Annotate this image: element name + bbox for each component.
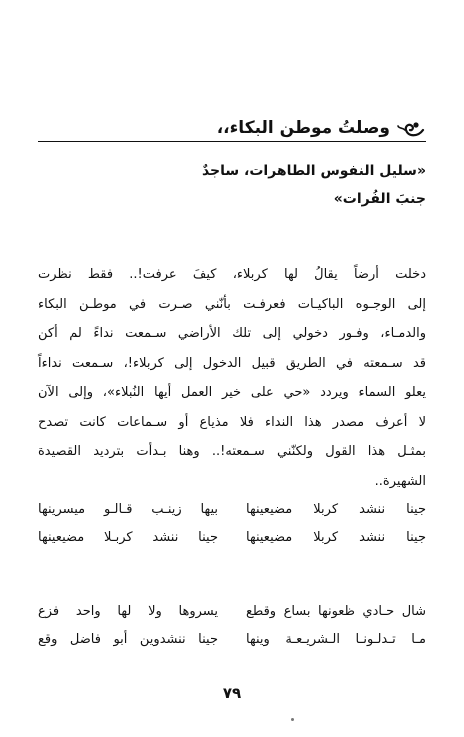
epigraph-line: جنبَ الفُرات» [333,191,426,207]
poem-stanza [38,496,426,552]
prose-line: قد سـمعته في الطريق قبيل الدخول إلى كربلاء!، سـمعت نداءاً [38,355,426,371]
poem-verse [38,626,426,654]
hemistich-right: شال حـادي ظعونها بساع وقطع [246,604,426,619]
hemistich-left: جينا ننشد كربـلا مضيعينها [38,530,218,545]
poem-verse [38,496,426,524]
hemistich-right: جينا ننشد كربلا مضيعينها [246,502,426,517]
hemistich-right: جينا ننشد كربلا مضيعينها [246,530,426,545]
scan-speck [291,718,294,721]
hemistich-left: يسروها ولا لها واحد فزع [38,604,218,619]
prose-line: دخلت أرضاً يقالُ لها كربلاء، كيفَ عرفت!.. فقط نظرت [38,267,426,282]
prose-line: لا أعرف مصدر هذا النداء فلا مذياع أو سـماعات كانت تصدح [38,414,426,430]
epigraph-line: «سليل النفوس الطاهرات، ساجدٌ [201,163,426,179]
epigraph [126,157,426,213]
hemistich-right: مـا تـدلـونـا الـشريـعـة وينها [246,632,426,647]
page-number: ٧٩ [222,684,242,702]
prose-line: إلى الوجـوه الباكيـات فعرفـت بأنّني صـرت في موطـن البكاء [38,296,426,312]
hemistich-left: بيها زينـب قـالـو ميسرينها [38,502,218,517]
prose-line: يعلو السماء ويردد «حي على خير العمل أيها النُبلاء»، وإلى الآن [38,385,426,400]
poem-verse [38,598,426,626]
prose-line: بمثـل هذا القول ولكنّني سـمعته!.. وهنا بـدأت بترديد القصيدة [38,444,426,459]
poem-verse [38,524,426,552]
calligraphic-flourish-icon [396,117,426,139]
hemistich-left: جينا ننشدوين أبو فاضل وقع [38,632,218,647]
title-underline [38,141,426,142]
prose-line: والدمـاء، وفـور دخولي إلى تلك الأراضي سـمعت نداءً لم أكن [38,326,426,341]
prose-line: الشهيرة.. [374,473,426,489]
chapter-title: وصلتُ موطن البكاء،، [216,118,390,138]
prose-paragraph [38,260,426,496]
poem-stanza [38,598,426,654]
chapter-title-row [217,117,426,139]
